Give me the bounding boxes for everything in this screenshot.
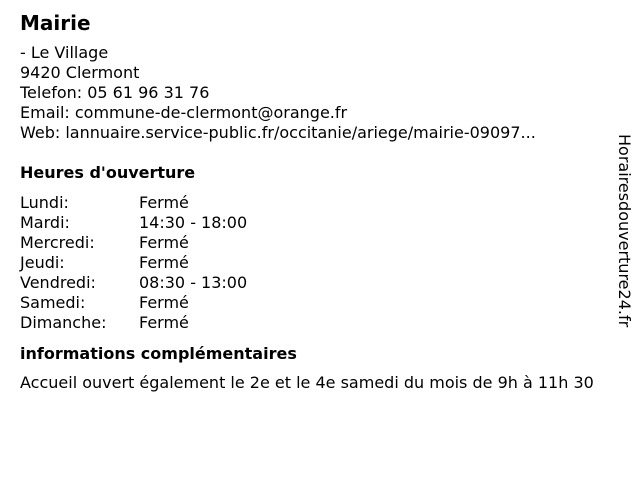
- mairie-card: [20, 10, 615, 393]
- hours-day: Samedi:: [20, 293, 86, 312]
- hours-time: Fermé: [139, 233, 189, 252]
- hours-row-monday: [20, 193, 615, 213]
- hours-time: Fermé: [139, 313, 189, 332]
- hours-row-wednesday: [20, 233, 615, 253]
- hours-row-sunday: [20, 313, 615, 333]
- opening-hours-table: [20, 193, 615, 333]
- site-watermark: Horairesdouverture24.fr: [615, 134, 634, 328]
- opening-hours-heading: Heures d'ouverture: [20, 163, 196, 182]
- hours-row-friday: [20, 273, 615, 293]
- hours-day: Mercredi:: [20, 233, 95, 252]
- hours-time: 08:30 - 13:00: [139, 273, 248, 292]
- page-title: Mairie: [20, 11, 91, 35]
- hours-row-thursday: [20, 253, 615, 273]
- city-address: 9420 Clermont: [20, 63, 140, 82]
- hours-day: Vendredi:: [20, 273, 96, 292]
- hours-day: Jeudi:: [20, 253, 65, 272]
- phone-number: Telefon: 05 61 96 31 76: [20, 83, 210, 102]
- hours-day: Dimanche:: [20, 313, 107, 332]
- address-block: [20, 43, 615, 143]
- hours-row-saturday: [20, 293, 615, 313]
- hours-time: Fermé: [139, 293, 189, 312]
- email-address: Email: commune-de-clermont@orange.fr: [20, 103, 348, 122]
- website-link: Web: lannuaire.service-public.fr/occitanie/ariege/mairie-09097...: [20, 123, 536, 142]
- hours-day: Lundi:: [20, 193, 69, 212]
- hours-time: 14:30 - 18:00: [139, 213, 248, 232]
- additional-info-heading: informations complémentaires: [20, 344, 297, 363]
- additional-info-text: Accueil ouvert également le 2e et le 4e samedi du mois de 9h à 11h 30: [20, 373, 594, 392]
- hours-row-tuesday: [20, 213, 615, 233]
- hours-day: Mardi:: [20, 213, 70, 232]
- hours-time: Fermé: [139, 193, 189, 212]
- street-address: - Le Village: [20, 43, 109, 62]
- hours-time: Fermé: [139, 253, 189, 272]
